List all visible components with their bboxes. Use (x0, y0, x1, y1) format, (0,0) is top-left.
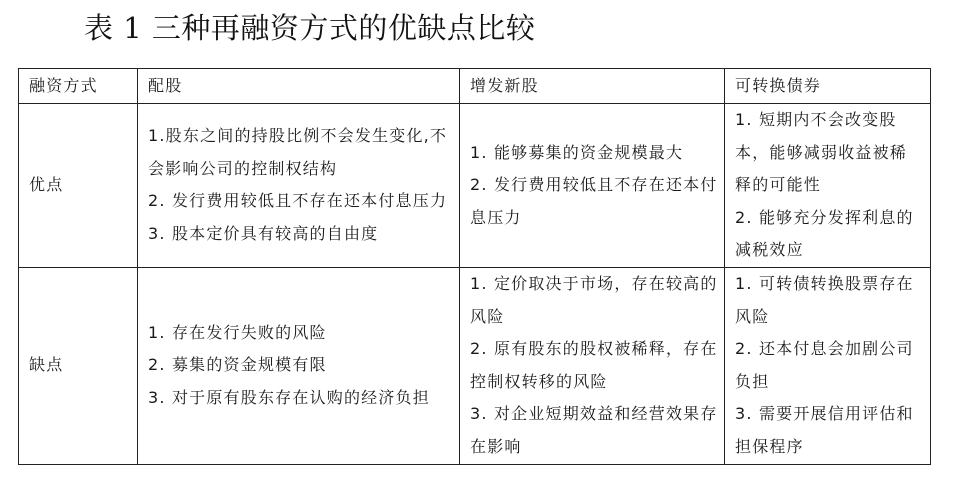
comparison-table (18, 68, 931, 465)
cell-seasoned-offering-advantages (460, 104, 725, 268)
list-item: 2. 发行费用较低且不存在还本付息压力 (148, 191, 448, 211)
table-row-advantages (19, 104, 931, 268)
list-item: 1. 存在发行失败的风险 (148, 322, 327, 342)
header-financing-method: 融资方式 (19, 69, 138, 104)
list-item: 2. 发行费用较低且不存在还本付息压力 (470, 175, 718, 227)
list-item: 2. 能够充分发挥利息的减税效应 (735, 207, 914, 259)
list-item: 2. 还本付息会加剧公司负担 (735, 339, 914, 391)
list-item: 1. 短期内不会改变股本，能够减弱收益被稀释的可能性 (735, 110, 908, 194)
list-item: 1. 可转债转换股票存在风险 (735, 274, 914, 326)
table-row-disadvantages (19, 267, 931, 464)
header-convertible-bond: 可转换债券 (725, 69, 931, 104)
list-item: 1. 定价取决于市场，存在较高的风险 (470, 274, 718, 326)
header-seasoned-offering: 增发新股 (460, 69, 725, 104)
list-item: 3. 需要开展信用评估和担保程序 (735, 404, 914, 456)
page-title: 表 1 三种再融资方式的优缺点比较 (84, 11, 536, 45)
cell-seasoned-offering-disadvantages (460, 267, 725, 464)
cell-rights-issue-disadvantages (138, 267, 460, 464)
cell-rights-issue-advantages (138, 104, 460, 268)
list-item: 1. 能够募集的资金规模最大 (470, 142, 684, 162)
list-item: 2. 原有股东的股权被稀释，存在控制权转移的风险 (470, 339, 718, 391)
list-item: 1.股东之间的持股比例不会发生变化,不会影响公司的控制权结构 (148, 126, 448, 178)
cell-convertible-bond-disadvantages (725, 267, 931, 464)
row-label-advantages: 优点 (19, 104, 138, 268)
list-item: 3. 股本定价具有较高的自由度 (148, 223, 379, 243)
list-item: 2. 募集的资金规模有限 (148, 355, 327, 375)
header-rights-issue: 配股 (138, 69, 460, 104)
row-label-disadvantages: 缺点 (19, 267, 138, 464)
cell-convertible-bond-advantages (725, 104, 931, 268)
list-item: 3. 对于原有股东存在认购的经济负担 (148, 387, 430, 407)
table-header-row (19, 69, 931, 104)
list-item: 3. 对企业短期效益和经营效果存在影响 (470, 404, 718, 456)
